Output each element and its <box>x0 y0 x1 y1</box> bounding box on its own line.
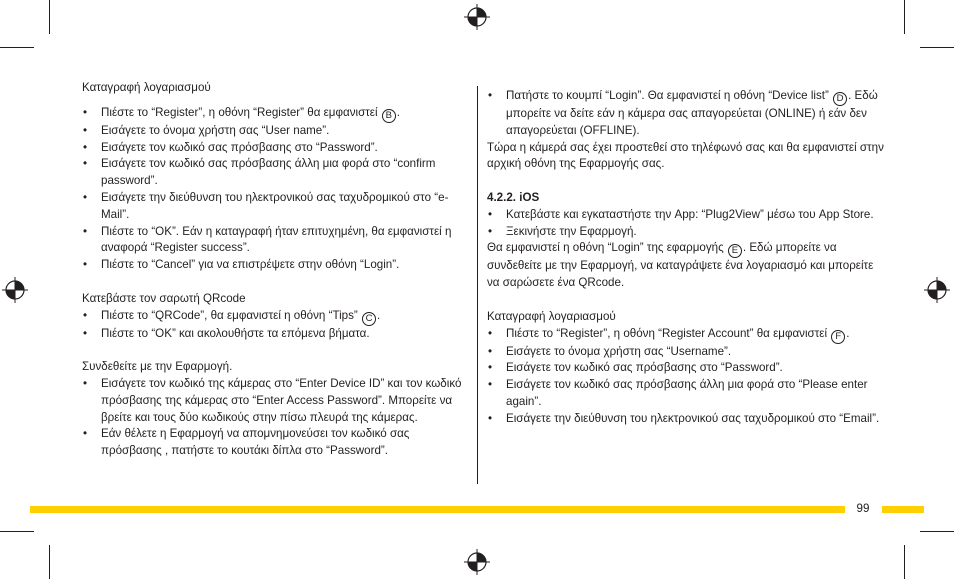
list-item: • Ξεκινήστε την Εφαρμογή. <box>487 224 885 241</box>
list-item: • Εισάγετε τον κωδικό σας πρόσβασης άλλη μια φορά στο “confirm password”. <box>82 156 467 190</box>
crop-mark <box>904 0 905 34</box>
list-item: • Εισάγετε τον κωδικό σας πρόσβασης στο “Password”. <box>487 360 885 377</box>
list-item: • Πιέστε το “QRCode”, θα εμφανιστεί η οθόνη “Tips” C . <box>82 308 467 326</box>
footer-accent-bar <box>882 506 924 513</box>
callout-badge: E <box>728 244 742 258</box>
registration-mark-icon <box>464 549 490 575</box>
connect-list <box>82 376 467 460</box>
list-item: • Εάν θέλετε η Εφαρμογή να απομνημονεύσει τον κωδικό σας πρόσβασης , πατήστε το κουτάκι δίπλα στο “Password”. <box>82 426 467 460</box>
list-item: • Εισάγετε τον κωδικό σας πρόσβασης άλλη μια φορά στο “Please enter again”. <box>487 377 885 411</box>
ios-list <box>487 207 885 241</box>
crop-mark <box>904 545 905 579</box>
section-title-connect: Συνδεθείτε με την Εφαρμογή. <box>82 360 233 374</box>
list-item: • Πατήστε το κουμπί “Login”. Θα εμφανιστεί η οθόνη “Device list” D . Εδώ μπορείτε να δείτε εάν η κάμερα σας απαγορεύεται (ONLINE) ή εάν δεν απαγορεύεται (OFFLINE). <box>487 88 885 140</box>
crop-mark <box>0 47 34 48</box>
list-item: • Εισάγετε τον κωδικό σας πρόσβασης στο “Password”. <box>82 140 467 157</box>
section-heading-ios: 4.2.2. iOS <box>487 190 540 204</box>
callout-badge: D <box>833 92 847 106</box>
column-divider <box>477 86 478 484</box>
crop-mark <box>0 531 34 532</box>
registration-mark-icon <box>2 277 28 303</box>
paragraph: Τώρα η κάμερά σας έχει προστεθεί στο τηλέφωνό σας και θα εμφανιστεί στην αρχική οθόνη της Εφαρμογής σας. <box>487 140 884 171</box>
crop-mark <box>920 47 954 48</box>
list-item: • Πιέστε το “OK” και ακολουθήστε τα επόμενα βήματα. <box>82 326 467 343</box>
right-column <box>487 88 885 428</box>
crop-mark <box>49 0 50 34</box>
list-item: • Εισάγετε την διεύθυνση του ηλεκτρονικού σας ταχυδρομικού στο “e-Mail”. <box>82 190 467 224</box>
qr-list <box>82 308 467 343</box>
registration-list <box>487 326 885 428</box>
left-column <box>82 80 467 460</box>
section-title-registration: Καταγραφή λογαριασμού <box>487 309 616 323</box>
paragraph: Θα εμφανιστεί η οθόνη “Login” της εφαρμογής E . Εδώ μπορείτε να συνδεθείτε με την Εφαρμογή, να καταγράψετε ένα λογαριασμό και μπορείτε να σαρώσετε ένα QRcode. <box>487 241 874 290</box>
callout-badge: F <box>831 330 845 344</box>
section-title-registration: Καταγραφή λογαριασμού <box>82 81 211 94</box>
registration-mark-icon <box>924 277 950 303</box>
list-item: • Πιέστε το “Cancel” για να επιστρέψετε στην οθόνη “Login”. <box>82 257 467 274</box>
crop-mark <box>920 531 954 532</box>
list-item: • Εισάγετε το όνομα χρήστη σας “Username”. <box>487 344 885 361</box>
callout-badge: B <box>382 109 396 123</box>
callout-badge: C <box>362 312 376 326</box>
list-item: • Εισάγετε το όνομα χρήστη σας “User name”. <box>82 123 467 140</box>
login-list <box>487 88 885 140</box>
list-item: • Πιέστε το “Register”, η οθόνη “Register Account” θα εμφανιστεί F . <box>487 326 885 344</box>
page-number: 99 <box>856 502 870 515</box>
registration-mark-icon <box>464 4 490 30</box>
list-item: • Εισάγετε την διεύθυνση του ηλεκτρονικού σας ταχυδρομικού στο “Email”. <box>487 411 885 428</box>
section-title-qr: Κατεβάστε τον σαρωτή QRcode <box>82 291 246 305</box>
list-item: • Πιέστε το “Register”, η οθόνη “Register” θα εμφανιστεί B . <box>82 105 467 123</box>
list-item: • Εισάγετε τον κωδικό της κάμερας στο “Enter Device ID” και τον κωδικό πρόσβασης της κάμερας στο “Enter Access Password”. Μπορείτε να βρείτε και τους δύο κωδικούς στην πίσω πλευρά της κάμερας. <box>82 376 467 426</box>
footer-accent-bar <box>30 506 845 513</box>
list-item: • Κατεβάστε και εγκαταστήστε την App: “Plug2View” μέσω του App Store. <box>487 207 885 224</box>
crop-mark <box>49 545 50 579</box>
registration-list <box>82 105 467 274</box>
list-item: • Πιέστε το “OK”. Εάν η καταγραφή ήταν επιτυχημένη, θα εμφανιστεί η αναφορά “Register success”. <box>82 224 467 258</box>
